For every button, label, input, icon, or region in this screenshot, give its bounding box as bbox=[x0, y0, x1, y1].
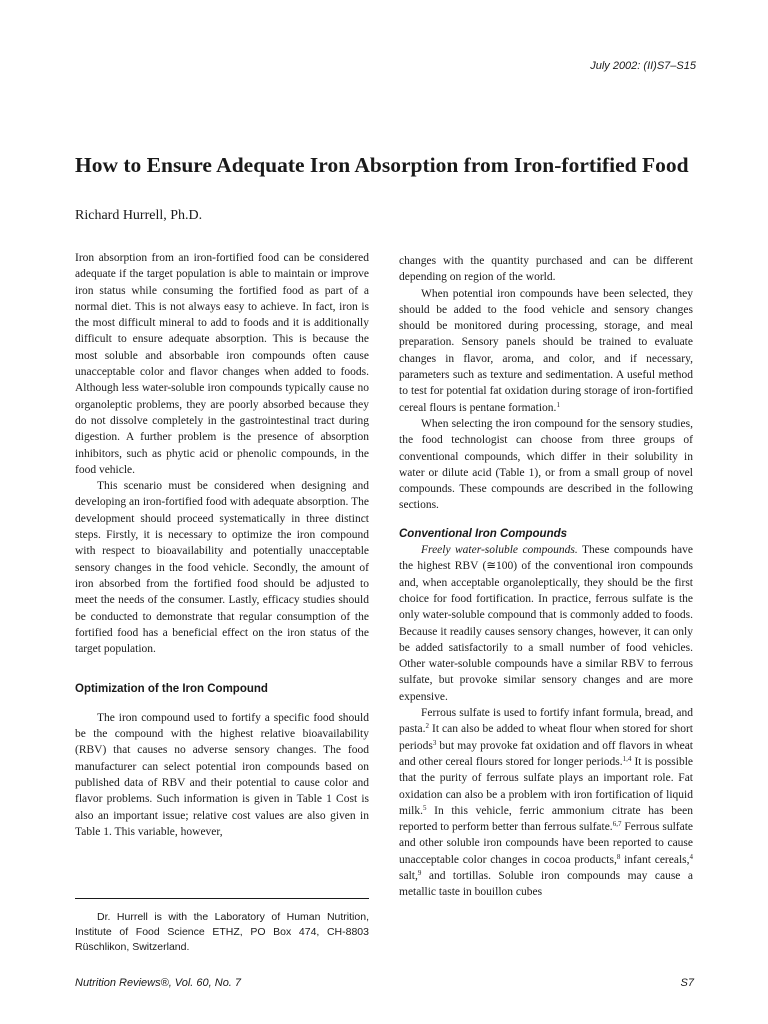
reference-superscript: 4 bbox=[689, 852, 694, 861]
journal-footer: Nutrition Reviews®, Vol. 60, No. 7 bbox=[75, 977, 242, 989]
page-number: S7 bbox=[680, 977, 694, 989]
author-affiliation-footnote: Dr. Hurrell is with the Laboratory of Human Nutrition, Institute of Food Science ETHZ, PO Box 474, CH-8803 Rüschlikon, Switzerland. bbox=[75, 911, 369, 953]
subsection-heading-water-soluble: Freely water-soluble compounds. bbox=[421, 544, 578, 557]
section-heading-conventional: Conventional Iron Compounds bbox=[399, 527, 568, 540]
reference-superscript: 9 bbox=[417, 868, 422, 877]
paragraph-text: but may provoke fat oxidation and off flavors in wheat and other cereal flours stored for longer periods. bbox=[399, 739, 693, 768]
paragraph-ferrous-sulfate bbox=[399, 705, 693, 901]
left-column bbox=[75, 250, 369, 840]
reference-superscript: 8 bbox=[616, 852, 621, 861]
paragraph-text: These compounds have the highest RBV (≅100) of the conventional iron compounds and, when acceptable organoleptically, they should be the first choice for food fortification. In practice, ferrous sulfate is the only water-soluble compound that is commonly added to foods. Because it readily causes sensory changes, however, it can only be added satisfactorily to a small number of food vehicles. Other water-soluble compounds have a similar RBV to ferrous sulfate, but provoke similar sensory changes and are more expensive. bbox=[399, 544, 693, 703]
article-title: How to Ensure Adequate Iron Absorption from Iron-fortified Food bbox=[75, 153, 689, 177]
section-heading-optimization: Optimization of the Iron Compound bbox=[75, 683, 268, 696]
paragraph-intro: Iron absorption from an iron-fortified food can be considered adequate if the target population is able to maintain or improve iron status while consuming the fortified food as part of a normal diet. This is not always easy to achieve. In fact, iron is the most difficult mineral to add to foods and it is additionally difficult to ensure adequate absorption. This is because the most soluble and absorbable iron compounds often cause unacceptable color and flavor changes when added to foods. Although less water-soluble iron compounds typically cause no organoleptic problems, they are poorly absorbed because they do not dissolve completely in the gastrointestinal tract during digestion. A further problem is the presence of absorption inhibitors, such as phytic acid or phenolic compounds, in the food vehicle. bbox=[75, 252, 369, 476]
paragraph-text: Ferrous sulfate and other soluble iron compounds have been reported to cause unacceptable color changes in cocoa products, bbox=[399, 821, 693, 866]
reference-superscript: 2 bbox=[425, 722, 430, 731]
paragraph-text: It can also be added to wheat flour when stored for short periods bbox=[399, 723, 693, 752]
paragraph-water-soluble bbox=[399, 542, 693, 705]
paragraph-cost-continued: changes with the quantity purchased and can be different depending on region of the world. bbox=[399, 255, 693, 284]
paragraph-text: and tortillas. Soluble iron compounds may cause a metallic taste in bouillon cubes bbox=[399, 869, 693, 899]
paragraph-optimization: The iron compound used to fortify a specific food should be the compound with the highest relative bioavailability (RBV) that causes no adverse sensory changes. The food manufacturer can select potential iron compounds based on published data of RBV and their potential to cause color and flavor problems. Such information is given in Table 1 Cost is also an important issue; relative cost values are also given in Table 1. This variable, however, bbox=[75, 711, 369, 838]
reference-superscript: 1 bbox=[556, 400, 560, 409]
reference-superscript: 6,7 bbox=[612, 820, 622, 829]
paragraph-text: When potential iron compounds have been selected, they should be added to the food vehicle and sensory changes should be monitored during processing, storage, and meal preparation. Sensory panels should be trained to evaluate changes in flavor, aroma, and color, and if necessary, parameters such as texture and sedimentation. A useful method to test for potential fat oxidation during storage of iron-fortified cereal flours is pentane formation. bbox=[399, 287, 693, 414]
paragraph-sensory-monitoring bbox=[399, 286, 693, 416]
reference-superscript: 3 bbox=[432, 738, 437, 747]
right-column bbox=[399, 253, 693, 901]
reference-superscript: 5 bbox=[422, 803, 427, 812]
footnote-divider bbox=[75, 898, 369, 899]
running-header-citation: July 2002: (II)S7–S15 bbox=[590, 60, 696, 72]
paragraph-compound-groups: When selecting the iron compound for the sensory studies, the food technologist can choose from three groups of conventional compounds, which differ in their solubility in water or dilute acid (Table 1), or from a small group of novel compounds. These compounds are described in the following sections. bbox=[399, 417, 693, 512]
paragraph-text: Ferrous sulfate is used to fortify infant formula, bread, and pasta. bbox=[399, 707, 693, 736]
article-author: Richard Hurrell, Ph.D. bbox=[75, 208, 203, 223]
reference-superscript: 1,4 bbox=[622, 754, 632, 763]
paragraph-text: salt, bbox=[399, 869, 418, 882]
paragraph-text: It is possible that the purity of ferrous sulfate plays an important role. Fat oxidation can also be a problem with iron fortification of liquid milk. bbox=[399, 755, 693, 817]
paragraph-text: infant cereals, bbox=[620, 853, 690, 866]
paragraph-development-steps: This scenario must be considered when designing and developing an iron-fortified food with adequate absorption. The development should proceed systematically in three distinct steps. Firstly, it is necessary to optimize the iron compound with respect to bioavailability and potentially unacceptable sensory changes in the food vehicle. Secondly, the amount of iron absorbed from the fortified food should be adjusted to meet the needs of the consumer. Lastly, efficacy studies should be conducted to demonstrate that regular consumption of the fortified food has a beneficial effect on the iron status of the target population. bbox=[75, 480, 369, 656]
paragraph-text: In this vehicle, ferric ammonium citrate has been reported to perform better than ferrous sulfate. bbox=[399, 804, 693, 834]
